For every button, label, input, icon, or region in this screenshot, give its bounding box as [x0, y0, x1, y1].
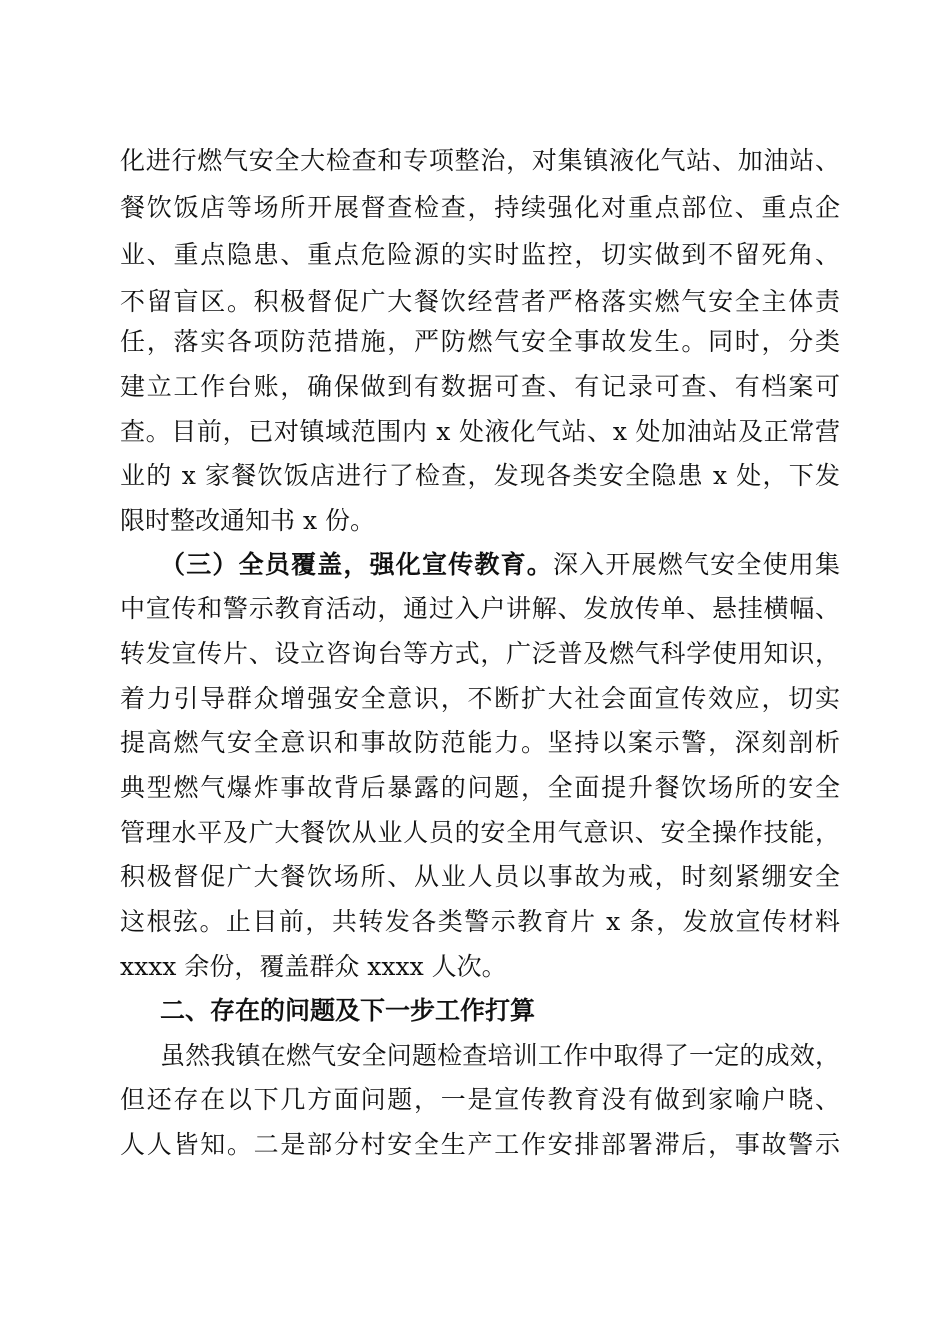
section-heading: 二、存在的问题及下一步工作打算 [160, 996, 536, 1025]
paragraph-line: 人人皆知。二是部分村安全生产工作安排部署滞后，事故警示 [120, 1130, 840, 1159]
paragraph-line: 转发宣传片、设立咨询台等方式，广泛普及燃气科学使用知识， [120, 639, 840, 668]
paragraph-line: 积极督促广大餐饮场所、从业人员以事故为戒，时刻紧绷安全 [120, 862, 840, 891]
paragraph-line: 管理水平及广大餐饮从业人员的安全用气意识、安全操作技能， [120, 818, 840, 847]
paragraph-line: xxxx 余份，覆盖群众 xxxx 人次。 [120, 952, 507, 981]
paragraph-text: 深入开展燃气安全使用集 [552, 550, 840, 579]
paragraph-line: 典型燃气爆炸事故背后暴露的问题，全面提升餐饮场所的安全 [120, 773, 840, 802]
paragraph-line: 查。目前，已对镇域范围内 x 处液化气站、x 处加油站及正常营 [120, 417, 840, 446]
paragraph-line: 着力引导群众增强安全意识，不断扩大社会面宣传效应，切实 [120, 684, 840, 713]
paragraph-line: 不留盲区。积极督促广大餐饮经营者严格落实燃气安全主体责 [120, 287, 840, 316]
paragraph-line: 中宣传和警示教育活动，通过入户讲解、发放传单、悬挂横幅、 [120, 594, 840, 623]
subsection-heading: （三）全员覆盖，强化宣传教育。 [160, 550, 553, 579]
paragraph-line: 但还存在以下几方面问题，一是宣传教育没有做到家喻户晓、 [120, 1085, 840, 1114]
paragraph-line: 任，落实各项防范措施，严防燃气安全事故发生。同时，分类 [120, 327, 840, 356]
paragraph-line: 餐饮饭店等场所开展督查检查，持续强化对重点部位、重点企 [120, 193, 840, 222]
paragraph-line: 提高燃气安全意识和事故防范能力。坚持以案示警，深刻剖析 [120, 728, 840, 757]
paragraph-line: 限时整改通知书 x 份。 [120, 506, 375, 535]
paragraph-line: 这根弦。止目前，共转发各类警示教育片 x 条，发放宣传材料 [120, 907, 840, 936]
paragraph-line: 业、重点隐患、重点危险源的实时监控，切实做到不留死角、 [120, 240, 840, 269]
paragraph-line: 化进行燃气安全大检查和专项整治，对集镇液化气站、加油站、 [120, 146, 840, 175]
paragraph-first-line [160, 550, 840, 580]
paragraph-line: 建立工作台账，确保做到有数据可查、有记录可查、有档案可 [120, 372, 840, 401]
paragraph-first-line: 虽然我镇在燃气安全问题检查培训工作中取得了一定的成效， [160, 1041, 840, 1070]
paragraph-line: 业的 x 家餐饮饭店进行了检查，发现各类安全隐患 x 处，下发 [120, 461, 840, 490]
